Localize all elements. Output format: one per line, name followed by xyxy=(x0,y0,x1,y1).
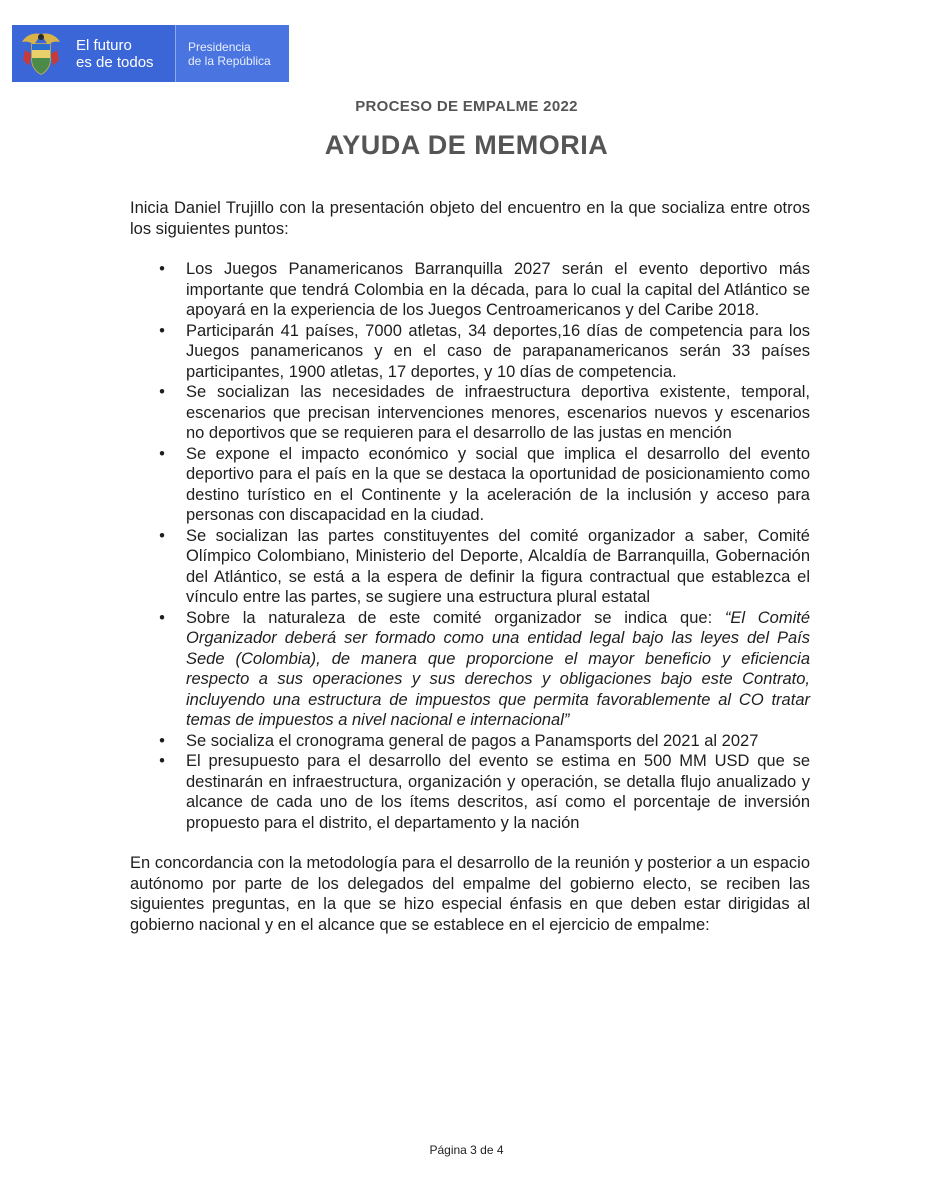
coat-of-arms-icon xyxy=(12,25,70,82)
list-item-text: Se socializa el cronograma general de pagos a Panamsports del 2021 al 2027 xyxy=(186,731,759,750)
list-item xyxy=(130,259,810,321)
list-item-text: Se socializan las necesidades de infraestructura deportiva existente, temporal, escenarios que precisan intervenciones menores, escenarios nuevos y escenarios no deportivos que se requieren para el desarrollo de las justas en mención xyxy=(186,383,810,442)
list-item xyxy=(130,526,810,608)
logo-presidencia xyxy=(176,25,289,82)
logo-slogan-line2: es de todos xyxy=(76,53,154,71)
bullet-icon: • xyxy=(159,321,165,340)
list-item-text: Se socializan las partes constituyentes del comité organizador a saber, Comité Olímpico Colombiano, Ministerio del Deporte, Alcaldía de Barranquilla, Gobernación del Atlántico, se está a la espera de definir la figura contractual que establezca el vínculo entre las partes, se sugiere una estructura plural estatal xyxy=(186,526,810,606)
logo-slogan-line1: El futuro xyxy=(76,36,132,54)
bullet-icon: • xyxy=(159,444,165,463)
page-number: Página 3 de 4 xyxy=(429,1143,504,1157)
bullet-icon: • xyxy=(159,260,165,278)
list-item xyxy=(130,444,810,526)
list-item xyxy=(130,751,810,833)
bullet-icon: • xyxy=(159,526,165,545)
document-title: AYUDA DE MEMORIA xyxy=(324,130,609,160)
list-item xyxy=(130,731,810,752)
list-item xyxy=(130,321,810,383)
list-item-text: El presupuesto para el desarrollo del evento se estima en 500 MM USD que se destinarán en infraestructura, organización y operación, se detalla flujo anualizado y alcance de cada uno de los ítems descritos, así como el porcentaje de inversión propuesto para el distrito, el departamento y la nación xyxy=(186,752,810,832)
logo-presidencia-line2: de la República xyxy=(188,53,271,68)
bullet-list xyxy=(130,259,810,833)
list-item-text: Se expone el impacto económico y social que implica el desarrollo del evento deportivo para el país en la que se destaca la oportunidad de posicionamiento como destino turístico en el Continente y la aceleración de la inclusión y acceso para personas con discapacidad en la ciudad. xyxy=(186,444,810,524)
list-item xyxy=(130,382,810,444)
document-subtitle: PROCESO DE EMPALME 2022 xyxy=(355,98,578,115)
bullet-icon: • xyxy=(159,731,165,750)
logo-slogan xyxy=(70,25,175,82)
bullet-icon: • xyxy=(159,383,165,401)
bullet-icon: • xyxy=(159,608,165,627)
list-item-text: Los Juegos Panamericanos Barranquilla 2027 serán el evento deportivo más importante que tendrá Colombia en la década, para lo cual la capital del Atlántico se apoyará en la experiencia de los Juegos Centroamericanos y del Caribe 2018. xyxy=(186,260,810,319)
closing-paragraph: En concordancia con la metodología para el desarrollo de la reunión y posterior a un espacio autónomo por parte de los delegados del empalme del gobierno electo, se reciben las siguientes preguntas, en la que se hizo especial énfasis en que deben estar dirigidas al gobierno nacional y en el alcance que se establece en el ejercicio de empalme: xyxy=(130,854,810,934)
header-logo xyxy=(12,25,289,82)
list-item-text: Sobre la naturaleza de este comité organizador se indica que: xyxy=(186,608,725,627)
list-item-text: Participarán 41 países, 7000 atletas, 34 deportes,16 días de competencia para los Juegos panamericanos y en el caso de parapanamericanos serán 33 países participantes, 1900 atletas, 17 deportes, y 10 días de competencia. xyxy=(186,321,810,381)
bullet-icon: • xyxy=(159,752,165,770)
logo-presidencia-line1: Presidencia xyxy=(188,39,251,54)
list-item-quote xyxy=(130,608,810,731)
document-body xyxy=(130,198,810,935)
intro-paragraph: Inicia Daniel Trujillo con la presentación objeto del encuentro en la que socializa entre otros los siguientes puntos: xyxy=(130,199,810,238)
quoted-text: “El Comité Organizador deberá ser formado como una entidad legal bajo las leyes del País Sede (Colombia), de manera que proporcione el mayor beneficio y eficiencia respecto a sus operaciones y sus derechos y obligaciones bajo este Contrato, incluyendo una estructura de impuestos que permita favorablemente al CO tratar temas de impuestos a nivel nacional e internacional” xyxy=(186,608,811,729)
